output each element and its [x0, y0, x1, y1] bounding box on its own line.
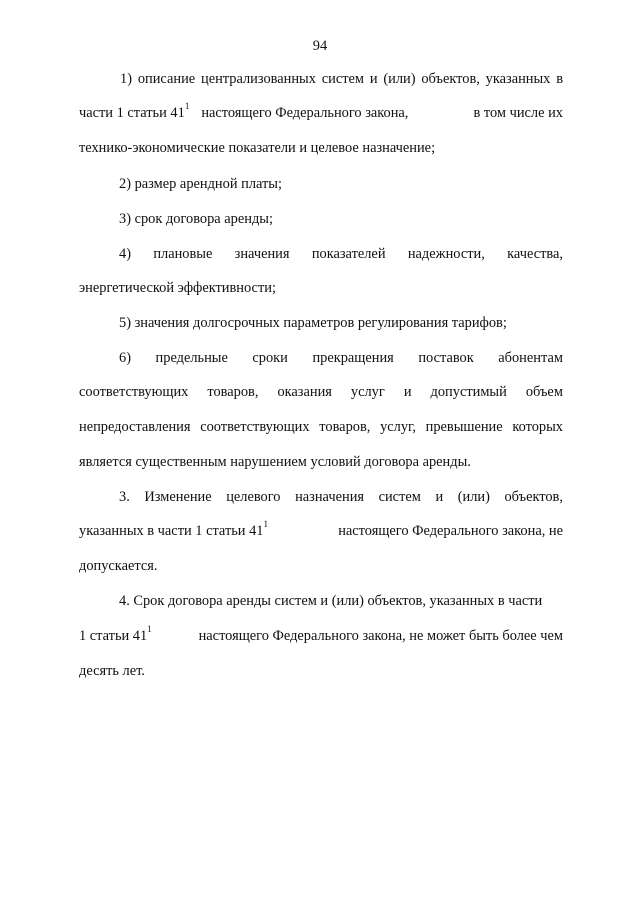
- word: соответствующих: [200, 419, 310, 435]
- word: (или): [383, 71, 416, 87]
- item-1-tail: в том числе их: [473, 105, 563, 121]
- para-4-tail: настоящего Федерального закона, не может быть более чем: [198, 628, 563, 644]
- word: 6): [119, 350, 131, 366]
- para-3-ref: указанных в части 1 статьи $41^1$: [79, 519, 268, 539]
- word: услуг,: [380, 419, 416, 435]
- word: допустимый: [430, 384, 507, 400]
- word: непредоставления: [79, 419, 191, 435]
- word: объектов,: [504, 489, 563, 505]
- word: (или): [457, 489, 490, 505]
- word: превышение: [425, 419, 503, 435]
- word: указанных: [485, 71, 551, 87]
- item-1-line-1: [120, 71, 563, 88]
- item-6-line-3: [79, 419, 563, 436]
- word: и: [435, 489, 444, 505]
- word: качества,: [507, 246, 563, 262]
- word: централизованных: [201, 71, 316, 87]
- word: систем: [321, 71, 364, 87]
- word: товаров,: [319, 419, 371, 435]
- superscript: 1: [184, 101, 190, 112]
- item-4-line-1: [119, 246, 563, 263]
- word: систем: [378, 489, 421, 505]
- word: прекращения: [312, 350, 394, 366]
- word: в: [556, 71, 563, 87]
- word: значения: [234, 246, 290, 262]
- superscript: 1: [263, 519, 268, 530]
- word: услуг: [350, 384, 385, 400]
- item-6-line-2: [79, 384, 563, 401]
- word: объектов,: [421, 71, 480, 87]
- word: 4): [119, 246, 131, 262]
- item-1-law-ref: настоящего Федерального закона,: [201, 105, 409, 121]
- word: соответствующих: [79, 384, 189, 400]
- word: описание: [137, 71, 196, 87]
- word: плановые: [153, 246, 213, 262]
- para-4-ref: 1 статьи $41^1$: [79, 624, 152, 644]
- word: 3.: [119, 489, 130, 505]
- para-4-line-1: 4. Срок договора аренды систем и (или) объектов, указанных в части: [119, 593, 543, 609]
- word: оказания: [277, 384, 332, 400]
- para-4-line-3: десять лет.: [79, 663, 145, 679]
- word: абонентам: [498, 350, 563, 366]
- item-2: 2) размер арендной платы;: [119, 176, 282, 192]
- item-3: 3) срок договора аренды;: [119, 211, 273, 227]
- item-4-line-2: энергетической эффективности;: [79, 280, 276, 296]
- word: предельные: [155, 350, 228, 366]
- word: поставок: [418, 350, 474, 366]
- item-5: 5) значения долгосрочных параметров регулирования тарифов;: [119, 315, 507, 331]
- word: объем: [525, 384, 563, 400]
- page-number: 94: [312, 38, 328, 54]
- para-3-line-2: [79, 519, 563, 540]
- superscript: 1: [147, 624, 152, 635]
- word: и: [403, 384, 412, 400]
- word: назначения: [295, 489, 365, 505]
- para-3-tail: настоящего Федерального закона, не: [338, 523, 563, 539]
- word: 1): [120, 71, 132, 87]
- word: Изменение: [144, 489, 212, 505]
- item-1-line-3: технико-экономические показатели и целевое назначение;: [79, 140, 436, 156]
- item-6-line-4: является существенным нарушением условий договора аренды.: [79, 454, 471, 470]
- para-3-line-1: [119, 489, 563, 506]
- word: показателей: [311, 246, 386, 262]
- para-3-line-3: допускается.: [79, 558, 158, 574]
- word: сроки: [252, 350, 288, 366]
- word: и: [369, 71, 378, 87]
- item-6-line-1: [119, 350, 563, 367]
- para-4-line-2: [79, 624, 563, 645]
- word: надежности,: [407, 246, 485, 262]
- word: товаров,: [207, 384, 259, 400]
- word: которых: [512, 419, 563, 435]
- item-1-ref: части 1 статьи $41^1$: [79, 101, 190, 121]
- word: целевого: [226, 489, 281, 505]
- item-1-line-2: [79, 101, 563, 122]
